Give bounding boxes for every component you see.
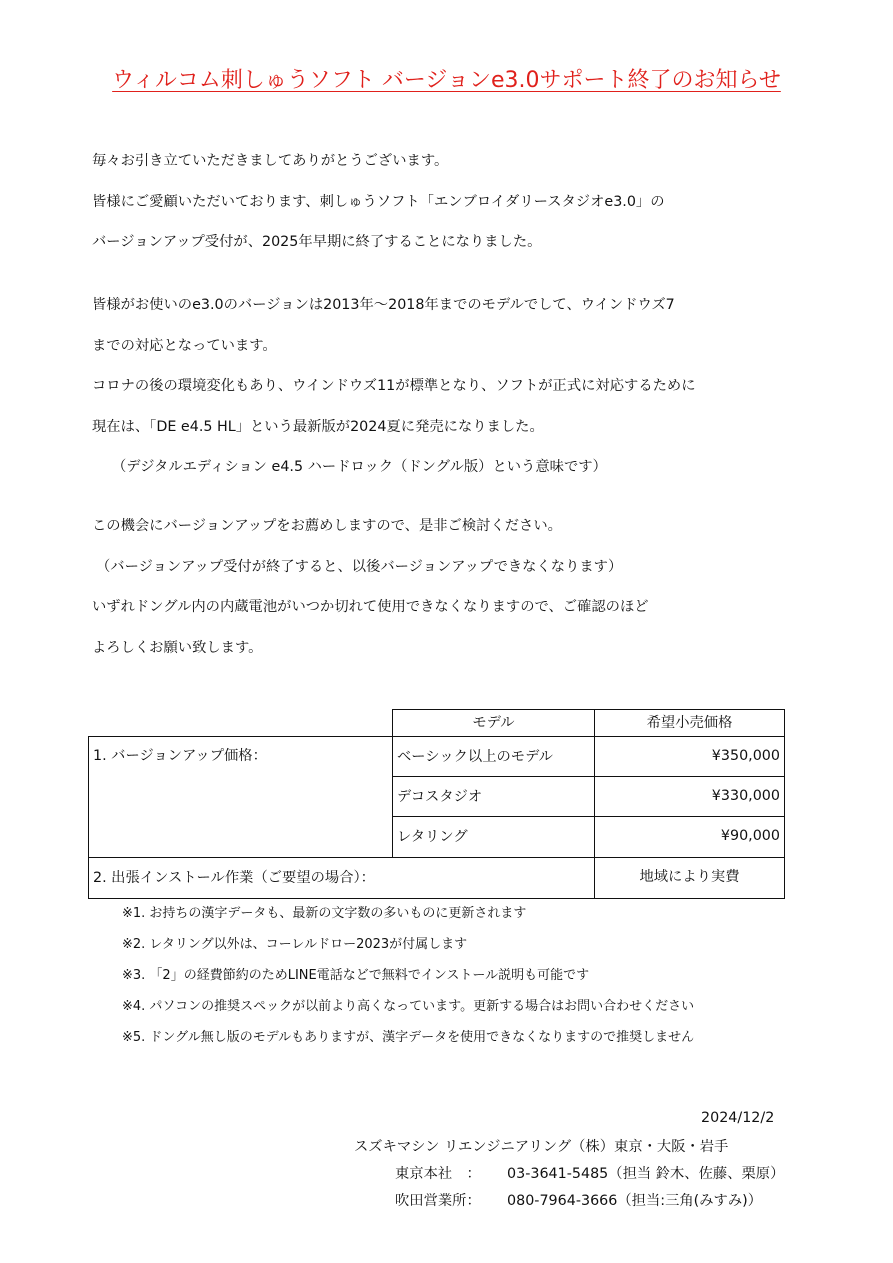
intro-line: 皆様にご愛顧いただいております、刺しゅうソフト「エンブロイダリースタジオe3.0」の	[92, 193, 665, 210]
note-item: ※2. レタリング以外は、コーレルドロー2023が付属します	[122, 937, 468, 952]
note-item: ※1. お持ちの漢字データも、最新の文字数の多いものに更新されます	[122, 906, 527, 921]
header-model: モデル	[392, 709, 595, 737]
price-cell: ¥90,000	[594, 816, 785, 858]
price-cell: ¥350,000	[594, 736, 785, 777]
note-item: ※3. 「2」の経費節約のためLINE電話などで無料でインストール説明も可能です	[122, 968, 590, 983]
body-line: （デジタルエディション e4.5 ハードロック（ドングル版）という意味です）	[112, 459, 607, 475]
note-item: ※4. パソコンの推奨スペックが以前より高くなっています。更新する場合はお問い合わせください	[122, 999, 695, 1014]
header-price: 希望小売価格	[594, 709, 785, 737]
intro-line: 毎々お引き立ていただきましてありがとうございます。	[92, 153, 449, 169]
office2-name: 吹田営業所：	[395, 1193, 481, 1209]
intro-paragraph	[92, 150, 832, 272]
body-line: コロナの後の環境変化もあり、ウインドウズ11が標準となり、ソフトが正式に対応するために	[92, 378, 696, 394]
note-item: ※5. ドングル無し版のモデルもありますが、漢字データを使用できなくなりますので推奨しません	[122, 1030, 695, 1045]
body-line: 皆様がお使いのe3.0のバージョンは2013年～2018年までのモデルでして、ウインドウズ7	[92, 297, 675, 313]
row1-label: 1. バージョンアップ価格：	[88, 736, 393, 858]
signature-company: スズキマシン リエンジニアリング（株）東京・大阪・岩手	[354, 1139, 729, 1155]
model-cell: ベーシック以上のモデル	[392, 736, 595, 777]
body-line: いずれドングル内の内蔵電池がいつか切れて使用できなくなりますので、ご確認のほど	[92, 599, 649, 615]
intro-line: バージョンアップ受付が、2025年早期に終了することになりました。	[92, 234, 542, 250]
price-cell: ¥330,000	[594, 776, 785, 817]
price-table	[88, 709, 785, 899]
signature-date: 2024/12/2	[701, 1110, 775, 1126]
body-paragraph-2	[92, 515, 832, 677]
model-cell: デコスタジオ	[392, 776, 595, 817]
row2-label: 2. 出張インストール作業（ご要望の場合）：	[88, 857, 595, 899]
body-line: （バージョンアップ受付が終了すると、以後バージョンアップできなくなります）	[96, 558, 623, 575]
body-line: この機会にバージョンアップをお薦めしますので、是非ご検討ください。	[92, 518, 562, 534]
body-paragraph-1	[92, 294, 832, 497]
notes-list	[122, 903, 694, 1058]
office1-name: 東京本社 ：	[395, 1166, 481, 1182]
model-cell: レタリング	[392, 816, 595, 858]
body-line: よろしくお願い致します。	[92, 639, 263, 656]
row2-price: 地域により実費	[594, 857, 785, 899]
body-line: 現在は、「DE e4.5 HL」という最新版が2024夏に発売になりました。	[92, 418, 544, 435]
office2-contact: 080-7964-3666（担当:三角(みすみ)）	[507, 1193, 763, 1209]
page-title: ウィルコム刺しゅうソフト バージョンe3.0サポート終了のお知らせ	[112, 68, 781, 93]
body-line: までの対応となっています。	[92, 337, 277, 354]
office1-contact: 03-3641-5485（担当 鈴木、佐藤、栗原）	[507, 1166, 785, 1182]
